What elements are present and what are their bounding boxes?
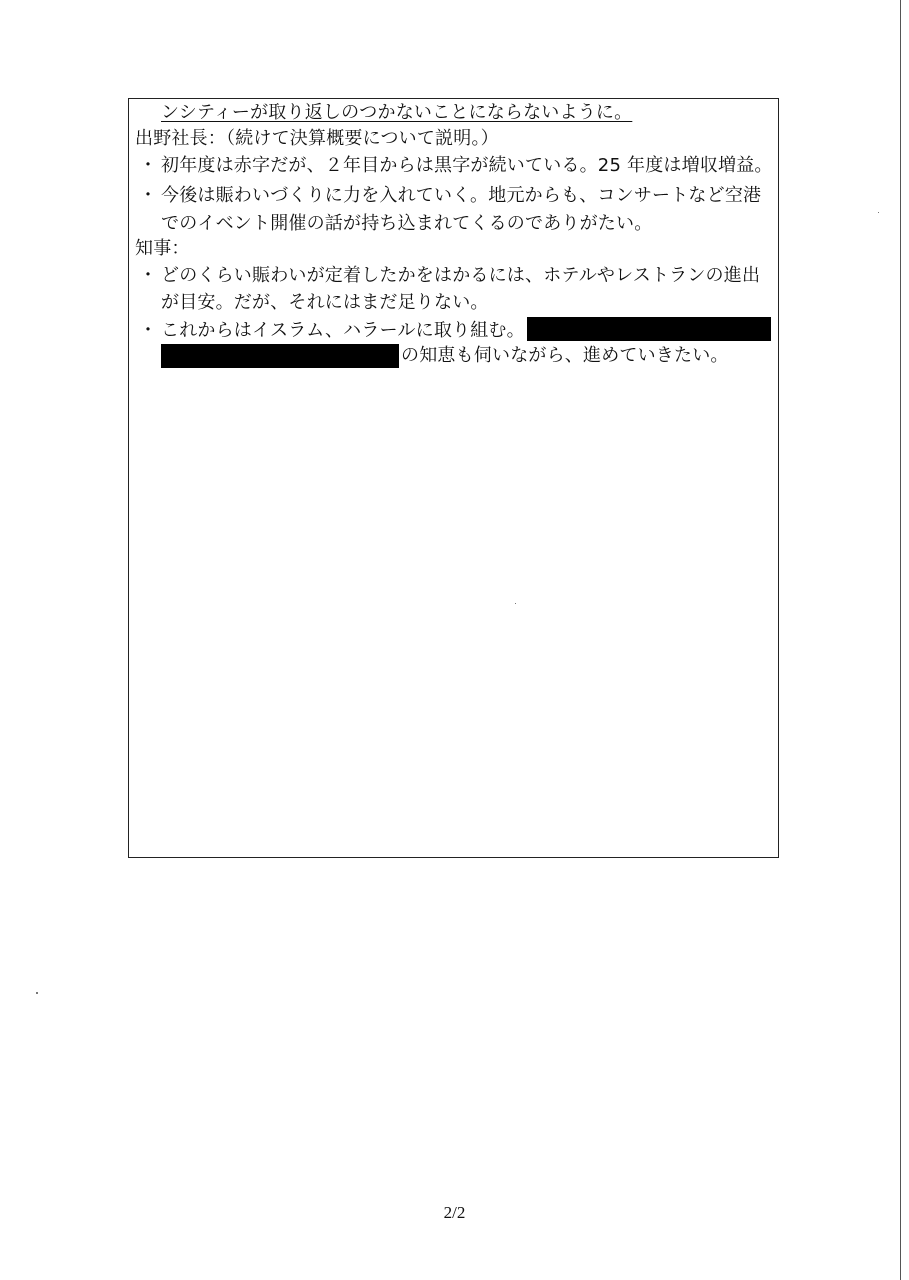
president-point-1: 初年度は赤字だが、２年目からは黒字が続いている。25 年度は増収増益。 (161, 155, 773, 176)
scan-speck (36, 992, 38, 994)
governor-point-1: どのくらい賑わいが定着したかをはかるには、ホテルやレストランの進出 (161, 265, 761, 286)
continuation-line: ンシティーが取り返しのつかないことにならないように。 (161, 102, 633, 123)
governor-point-2-cont: の知恵も伺いながら、進めていきたい。 (401, 345, 729, 366)
governor-point-1-cont: が目安。だが、それにはまだ足りない。 (161, 292, 489, 313)
page-number: 2/2 (443, 1203, 466, 1222)
redaction-block-2 (161, 344, 399, 368)
scan-speck (878, 212, 879, 213)
president-point-2: 今後は賑わいづくりに力を入れていく。地元からも、コンサートなど空港 (161, 185, 762, 206)
bullet-1: ・ (139, 155, 157, 176)
president-point-2-cont: でのイベント開催の話が持ち込まれてくるのでありがたい。 (161, 213, 653, 234)
meeting-minutes-box (128, 98, 779, 858)
speaker-governor: 知事： (135, 238, 190, 259)
bullet-4: ・ (139, 320, 157, 341)
governor-point-2: これからはイスラム、ハラールに取り組む。 (161, 320, 525, 341)
bullet-2: ・ (139, 185, 157, 206)
page-edge-line (900, 0, 901, 1280)
scan-speck (515, 603, 516, 604)
bullet-3: ・ (139, 265, 157, 286)
redaction-block-1 (527, 317, 771, 341)
speaker-president: 出野社長：（続けて決算概要について説明。） (135, 128, 499, 149)
